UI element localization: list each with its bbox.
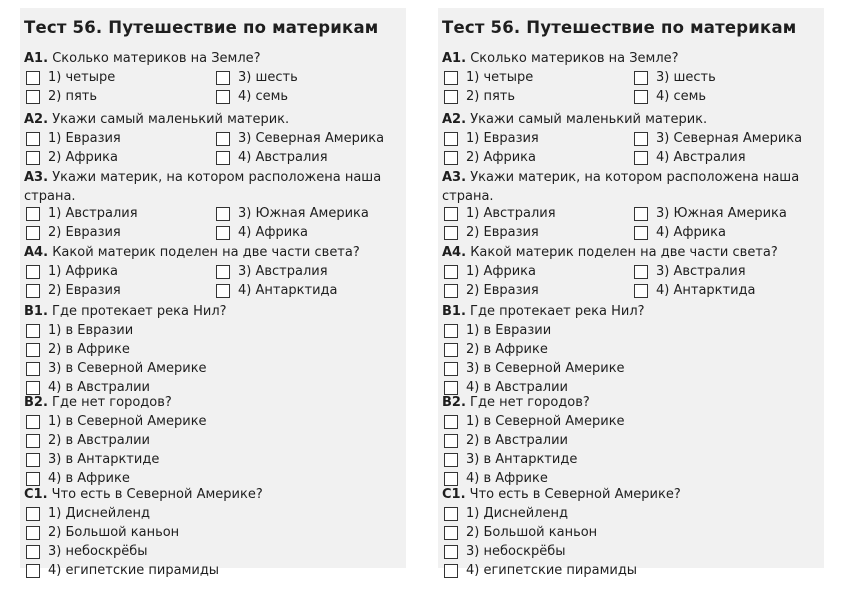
- question-1: [442, 51, 679, 66]
- question-text: Что есть в Северной Америке?: [469, 487, 681, 502]
- checkbox-icon[interactable]: [444, 207, 458, 221]
- question-number: C1.: [442, 487, 466, 502]
- answer-option[interactable]: [26, 131, 121, 146]
- question-text: Укажи самый маленький материк.: [470, 112, 708, 127]
- option-label: 1) Евразия: [48, 131, 121, 146]
- option-label: 1) Австралия: [48, 206, 138, 221]
- answer-option[interactable]: [444, 264, 536, 279]
- checkbox-icon[interactable]: [26, 207, 40, 221]
- test-title: Тест 56. Путешествие по материкам: [24, 18, 379, 37]
- checkbox-icon[interactable]: [26, 526, 40, 540]
- checkbox-icon[interactable]: [26, 343, 40, 357]
- checkbox-icon[interactable]: [26, 265, 40, 279]
- answer-option[interactable]: [634, 70, 716, 85]
- option-label: 3) Северная Америка: [238, 131, 385, 146]
- option-label: 3) Северная Америка: [656, 131, 803, 146]
- question-number: A3.: [24, 170, 49, 185]
- answer-option[interactable]: [26, 544, 147, 559]
- option-label: 1) четыре: [48, 70, 116, 85]
- question-3: [442, 168, 824, 206]
- answer-option[interactable]: [26, 563, 219, 578]
- answer-option[interactable]: [444, 323, 551, 338]
- option-label: 1) Диснейленд: [48, 506, 150, 521]
- answer-option[interactable]: [26, 264, 118, 279]
- checkbox-icon[interactable]: [216, 226, 230, 240]
- answer-option[interactable]: [216, 131, 384, 146]
- checkbox-icon[interactable]: [26, 472, 40, 486]
- question-1: [24, 51, 261, 66]
- answer-option[interactable]: [26, 283, 121, 298]
- option-label: 4) Антарктида: [656, 283, 756, 298]
- answer-option[interactable]: [216, 150, 328, 165]
- option-label: 2) в Африке: [466, 342, 548, 357]
- checkbox-icon[interactable]: [444, 526, 458, 540]
- answer-option[interactable]: [444, 225, 539, 240]
- checkbox-icon[interactable]: [26, 381, 40, 395]
- checkbox-icon[interactable]: [444, 507, 458, 521]
- option-label: 3) Австралия: [656, 264, 746, 279]
- answer-option[interactable]: [444, 471, 548, 486]
- checkbox-icon[interactable]: [634, 226, 648, 240]
- option-label: 4) Австралия: [656, 150, 746, 165]
- checkbox-icon[interactable]: [216, 284, 230, 298]
- checkbox-icon[interactable]: [26, 507, 40, 521]
- option-label: 4) Антарктида: [238, 283, 338, 298]
- answer-option[interactable]: [444, 70, 533, 85]
- option-label: 1) в Северной Америке: [48, 414, 207, 429]
- checkbox-icon[interactable]: [444, 472, 458, 486]
- option-label: 3) шесть: [238, 70, 298, 85]
- answer-option[interactable]: [444, 206, 556, 221]
- question-2: [24, 112, 289, 127]
- answer-option[interactable]: [26, 506, 150, 521]
- checkbox-icon[interactable]: [444, 564, 458, 578]
- option-label: 1) Африка: [48, 264, 119, 279]
- answer-option[interactable]: [444, 544, 565, 559]
- checkbox-icon[interactable]: [444, 90, 458, 104]
- checkbox-icon[interactable]: [216, 207, 230, 221]
- answer-option[interactable]: [444, 433, 568, 448]
- option-label: 2) Африка: [48, 150, 119, 165]
- answer-option[interactable]: [26, 206, 138, 221]
- answer-option[interactable]: [216, 70, 298, 85]
- question-text: Где нет городов?: [52, 395, 172, 410]
- checkbox-icon[interactable]: [444, 226, 458, 240]
- answer-option[interactable]: [216, 89, 288, 104]
- answer-option[interactable]: [444, 342, 548, 357]
- question-6: [442, 395, 590, 410]
- question-number: B2.: [24, 395, 48, 410]
- question-number: A2.: [24, 112, 49, 127]
- option-label: 2) Большой каньон: [48, 525, 180, 540]
- question-number: C1.: [24, 487, 48, 502]
- answer-option[interactable]: [26, 471, 130, 486]
- checkbox-icon[interactable]: [26, 226, 40, 240]
- question-text: Какой материк поделен на две части света?: [52, 245, 360, 260]
- answer-option[interactable]: [634, 225, 726, 240]
- question-text: Что есть в Северной Америке?: [51, 487, 263, 502]
- question-5: [24, 304, 227, 319]
- checkbox-icon[interactable]: [26, 362, 40, 376]
- checkbox-icon[interactable]: [216, 132, 230, 146]
- answer-option[interactable]: [444, 525, 597, 540]
- answer-option[interactable]: [444, 563, 637, 578]
- option-label: 4) Африка: [238, 225, 309, 240]
- checkbox-icon[interactable]: [26, 71, 40, 85]
- answer-option[interactable]: [26, 225, 121, 240]
- answer-option[interactable]: [26, 525, 179, 540]
- checkbox-icon[interactable]: [26, 545, 40, 559]
- answer-option[interactable]: [26, 150, 118, 165]
- question-number: B2.: [442, 395, 466, 410]
- answer-option[interactable]: [216, 225, 308, 240]
- checkbox-icon[interactable]: [26, 564, 40, 578]
- checkbox-icon[interactable]: [216, 90, 230, 104]
- question-4: [442, 245, 778, 260]
- question-text: Сколько материков на Земле?: [470, 51, 679, 66]
- option-label: 3) в Антарктиде: [466, 452, 578, 467]
- question-7: [24, 487, 263, 502]
- option-label: 2) пять: [466, 89, 516, 104]
- answer-option[interactable]: [26, 380, 150, 395]
- option-label: 3) Южная Америка: [656, 206, 787, 221]
- option-label: 3) в Северной Америке: [48, 361, 207, 376]
- answer-option[interactable]: [26, 433, 150, 448]
- question-text: Укажи материк, на котором расположена наша страна.: [24, 170, 382, 204]
- answer-option[interactable]: [444, 414, 625, 429]
- question-5: [442, 304, 645, 319]
- answer-option[interactable]: [444, 131, 539, 146]
- option-label: 3) Южная Америка: [238, 206, 369, 221]
- checkbox-icon[interactable]: [444, 381, 458, 395]
- answer-option[interactable]: [26, 70, 115, 85]
- answer-option[interactable]: [634, 206, 787, 221]
- option-label: 4) Африка: [656, 225, 727, 240]
- checkbox-icon[interactable]: [216, 151, 230, 165]
- question-2: [442, 112, 707, 127]
- checkbox-icon[interactable]: [634, 132, 648, 146]
- option-label: 3) Австралия: [238, 264, 328, 279]
- question-number: A1.: [24, 51, 49, 66]
- checkbox-icon[interactable]: [444, 284, 458, 298]
- checkbox-icon[interactable]: [26, 453, 40, 467]
- checkbox-icon[interactable]: [444, 265, 458, 279]
- option-label: 3) шесть: [656, 70, 716, 85]
- checkbox-icon[interactable]: [444, 151, 458, 165]
- checkbox-icon[interactable]: [634, 284, 648, 298]
- question-text: Где нет городов?: [470, 395, 590, 410]
- checkbox-icon[interactable]: [444, 362, 458, 376]
- checkbox-icon[interactable]: [634, 151, 648, 165]
- checkbox-icon[interactable]: [634, 71, 648, 85]
- question-text: Укажи самый маленький материк.: [52, 112, 290, 127]
- checkbox-icon[interactable]: [444, 453, 458, 467]
- option-label: 1) в Евразии: [48, 323, 134, 338]
- checkbox-icon[interactable]: [634, 207, 648, 221]
- checkbox-icon[interactable]: [634, 90, 648, 104]
- checkbox-icon[interactable]: [444, 132, 458, 146]
- test-sheet-right: [438, 8, 824, 578]
- answer-option[interactable]: [26, 452, 159, 467]
- option-label: 4) семь: [238, 89, 289, 104]
- question-text: Сколько материков на Земле?: [52, 51, 261, 66]
- question-number: B1.: [442, 304, 466, 319]
- question-7: [442, 487, 681, 502]
- checkbox-icon[interactable]: [444, 545, 458, 559]
- option-label: 3) небоскрёбы: [466, 544, 566, 559]
- option-label: 2) в Африке: [48, 342, 130, 357]
- answer-option[interactable]: [26, 361, 207, 376]
- question-6: [24, 395, 172, 410]
- option-label: 3) небоскрёбы: [48, 544, 148, 559]
- checkbox-icon[interactable]: [444, 343, 458, 357]
- option-label: 4) в Австралии: [466, 380, 568, 395]
- option-label: 1) в Северной Америке: [466, 414, 625, 429]
- answer-option[interactable]: [26, 414, 207, 429]
- option-label: 2) Евразия: [48, 283, 121, 298]
- option-label: 1) Австралия: [466, 206, 556, 221]
- question-text: Где протекает река Нил?: [470, 304, 645, 319]
- checkbox-icon[interactable]: [26, 132, 40, 146]
- option-label: 2) Африка: [466, 150, 537, 165]
- checkbox-icon[interactable]: [26, 434, 40, 448]
- option-label: 4) в Африке: [466, 471, 548, 486]
- option-label: 2) Евразия: [466, 283, 539, 298]
- option-label: 2) Евразия: [48, 225, 121, 240]
- option-label: 1) Евразия: [466, 131, 539, 146]
- option-label: 4) в Африке: [48, 471, 130, 486]
- option-label: 1) Диснейленд: [466, 506, 568, 521]
- checkbox-icon[interactable]: [444, 415, 458, 429]
- question-3: [24, 168, 406, 206]
- test-sheet-left: [20, 8, 406, 578]
- checkbox-icon[interactable]: [216, 71, 230, 85]
- option-label: 4) в Австралии: [48, 380, 150, 395]
- question-number: B1.: [24, 304, 48, 319]
- answer-option[interactable]: [634, 89, 706, 104]
- answer-option[interactable]: [444, 89, 515, 104]
- option-label: 4) семь: [656, 89, 707, 104]
- checkbox-icon[interactable]: [26, 151, 40, 165]
- answer-option[interactable]: [216, 206, 369, 221]
- option-label: 1) четыре: [466, 70, 534, 85]
- checkbox-icon[interactable]: [444, 324, 458, 338]
- answer-option[interactable]: [634, 150, 746, 165]
- answer-option[interactable]: [444, 506, 568, 521]
- answer-option[interactable]: [444, 380, 568, 395]
- answer-option[interactable]: [26, 342, 130, 357]
- option-label: 3) в Северной Америке: [466, 361, 625, 376]
- checkbox-icon[interactable]: [216, 265, 230, 279]
- option-label: 2) в Австралии: [48, 433, 150, 448]
- answer-option[interactable]: [444, 150, 536, 165]
- option-label: 4) египетские пирамиды: [48, 563, 220, 578]
- question-4: [24, 245, 360, 260]
- option-label: 2) Евразия: [466, 225, 539, 240]
- answer-option[interactable]: [216, 283, 338, 298]
- question-text: Где протекает река Нил?: [52, 304, 227, 319]
- question-number: A1.: [442, 51, 467, 66]
- option-label: 1) в Евразии: [466, 323, 552, 338]
- option-label: 3) в Антарктиде: [48, 452, 160, 467]
- answer-option[interactable]: [444, 361, 625, 376]
- option-label: 4) египетские пирамиды: [466, 563, 638, 578]
- option-label: 2) в Австралии: [466, 433, 568, 448]
- answer-option[interactable]: [444, 452, 577, 467]
- question-number: A4.: [442, 245, 467, 260]
- answer-option[interactable]: [444, 283, 539, 298]
- checkbox-icon[interactable]: [26, 90, 40, 104]
- answer-option[interactable]: [216, 264, 328, 279]
- answer-option[interactable]: [634, 283, 756, 298]
- test-title: Тест 56. Путешествие по материкам: [442, 18, 797, 37]
- answer-option[interactable]: [26, 89, 97, 104]
- option-label: 2) Большой каньон: [466, 525, 598, 540]
- question-number: A3.: [442, 170, 467, 185]
- question-number: A2.: [442, 112, 467, 127]
- checkbox-icon[interactable]: [444, 434, 458, 448]
- answer-option[interactable]: [634, 264, 746, 279]
- option-label: 4) Австралия: [238, 150, 328, 165]
- question-text: Укажи материк, на котором расположена наша страна.: [442, 170, 800, 204]
- checkbox-icon[interactable]: [444, 71, 458, 85]
- question-number: A4.: [24, 245, 49, 260]
- checkbox-icon[interactable]: [26, 324, 40, 338]
- checkbox-icon[interactable]: [26, 415, 40, 429]
- option-label: 1) Африка: [466, 264, 537, 279]
- answer-option[interactable]: [26, 323, 133, 338]
- checkbox-icon[interactable]: [634, 265, 648, 279]
- option-label: 2) пять: [48, 89, 98, 104]
- answer-option[interactable]: [634, 131, 802, 146]
- checkbox-icon[interactable]: [26, 284, 40, 298]
- question-text: Какой материк поделен на две части света?: [470, 245, 778, 260]
